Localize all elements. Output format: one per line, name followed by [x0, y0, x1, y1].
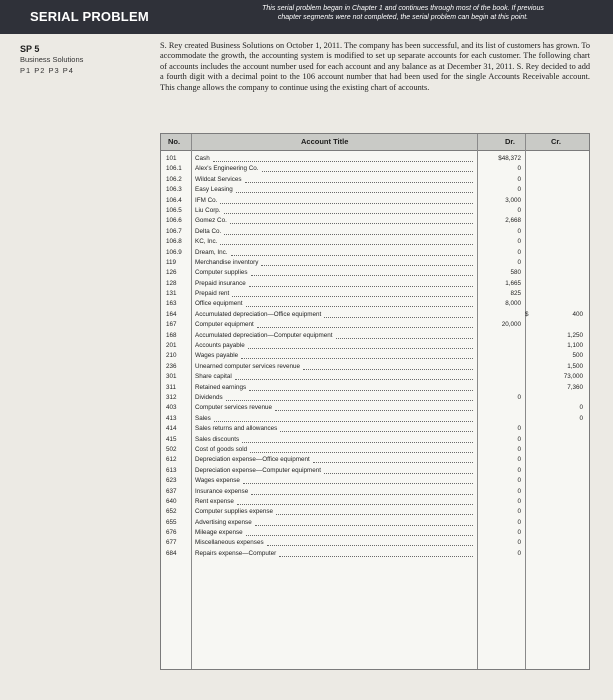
account-number: 677 — [166, 539, 177, 547]
account-number: 106.4 — [166, 196, 182, 204]
table-row — [161, 362, 589, 372]
debit-amount: 3,000 — [505, 196, 521, 204]
debit-amount: 2,668 — [505, 217, 521, 225]
serial-problem-banner — [0, 0, 613, 34]
credit-amount: 7,360 — [567, 383, 583, 391]
chart-of-accounts-table — [160, 133, 590, 670]
account-number: 168 — [166, 331, 177, 339]
debit-amount: 580 — [510, 269, 521, 277]
credit-amount: 0 — [579, 414, 583, 422]
table-row — [161, 466, 589, 476]
account-title: Mileage expense — [195, 529, 243, 537]
currency-symbol: $ — [525, 310, 529, 318]
account-number: 106.8 — [166, 238, 182, 246]
table-row — [161, 549, 589, 559]
account-number: 163 — [166, 300, 177, 308]
account-title: Computer equipment — [195, 321, 254, 329]
debit-amount: 1,665 — [505, 279, 521, 287]
debit-amount: 0 — [517, 539, 521, 547]
debit-amount: 0 — [517, 466, 521, 474]
debit-amount: 0 — [517, 393, 521, 401]
account-number: 655 — [166, 518, 177, 526]
table-row — [161, 237, 589, 247]
banner-note-line-1: This serial problem began in Chapter 1 and continues through most of the book. If previous — [262, 5, 544, 12]
account-title: Sales returns and allowances — [195, 425, 278, 433]
account-number: 167 — [166, 321, 177, 329]
account-number: 106.1 — [166, 165, 182, 173]
account-title: Accumulated depreciation—Computer equipment — [195, 331, 333, 339]
account-title: Dream, Inc. — [195, 248, 228, 256]
debit-amount: 8,000 — [505, 300, 521, 308]
account-title: Wildcat Services — [195, 175, 242, 183]
account-title: Wages expense — [195, 477, 240, 485]
table-row — [161, 487, 589, 497]
table-row — [161, 196, 589, 206]
table-row — [161, 455, 589, 465]
debit-amount: $48,372 — [498, 155, 521, 162]
table-row — [161, 310, 589, 320]
account-title: Gomez Co. — [195, 217, 227, 225]
account-number: 106.9 — [166, 248, 182, 256]
account-number: 415 — [166, 435, 177, 443]
account-title: Office equipment — [195, 300, 243, 308]
account-number: 413 — [166, 414, 177, 422]
account-number: 623 — [166, 477, 177, 485]
problem-id: SP 5 — [20, 44, 40, 54]
table-row — [161, 227, 589, 237]
table-row — [161, 383, 589, 393]
intro-paragraph: S. Rey created Business Solutions on October 1, 2011. The company has been successful, and its list of customers has grown. To accommodate the growth, the accounting system is modified to set up separate accounts for each customer. The following chart of accounts includes the account number used for each account and any balance as at December 31, 2011. S. Rey decided to add a fourth digit with a decimal point to the 106 account number that had been used for the single Accounts Receivable account. This change allows the company to continue using the existing chart of accounts. — [160, 41, 590, 92]
account-number: 403 — [166, 404, 177, 412]
credit-amount: 73,000 — [563, 373, 583, 381]
account-number: 106.3 — [166, 186, 182, 194]
header-account-title: Account Title — [301, 137, 349, 146]
account-title: Liu Corp. — [195, 206, 221, 214]
account-title: Merchandise inventory — [195, 258, 259, 266]
table-row — [161, 414, 589, 424]
account-title: Rent expense — [195, 497, 234, 505]
account-title: Repairs expense—Computer — [195, 549, 277, 557]
account-number: 106.2 — [166, 175, 182, 183]
account-title: Computer services revenue — [195, 404, 272, 412]
problem-name: Business Solutions — [20, 55, 84, 64]
table-row — [161, 497, 589, 507]
account-number: 637 — [166, 487, 177, 495]
account-title: Alex's Engineering Co. — [195, 165, 259, 173]
account-number: 502 — [166, 445, 177, 453]
debit-amount: 0 — [517, 238, 521, 246]
account-title: Depreciation expense—Office equipment — [195, 456, 310, 464]
related-problems: P1 P2 P3 P4 — [20, 66, 74, 75]
header-no: No. — [168, 137, 181, 146]
account-number: 312 — [166, 393, 177, 401]
account-title: Accounts payable — [195, 342, 245, 350]
account-title: Accumulated depreciation—Office equipment — [195, 310, 322, 318]
debit-amount: 0 — [517, 227, 521, 235]
account-number: 613 — [166, 466, 177, 474]
table-row — [161, 268, 589, 278]
account-title: Prepaid rent — [195, 290, 230, 298]
account-title: Sales — [195, 414, 211, 422]
debit-amount: 0 — [517, 477, 521, 485]
credit-amount: 1,250 — [567, 331, 583, 339]
table-row — [161, 445, 589, 455]
table-row — [161, 279, 589, 289]
table-row — [161, 175, 589, 185]
banner-title: SERIAL PROBLEM — [30, 9, 149, 24]
account-number: 684 — [166, 549, 177, 557]
account-number: 131 — [166, 290, 177, 298]
table-row — [161, 424, 589, 434]
debit-amount: 0 — [517, 165, 521, 173]
account-number: 201 — [166, 342, 177, 350]
credit-amount: 1,500 — [567, 362, 583, 370]
debit-amount: 0 — [517, 258, 521, 266]
account-title: Wages payable — [195, 352, 239, 360]
table-row — [161, 528, 589, 538]
table-row — [161, 341, 589, 351]
account-title: Computer supplies — [195, 269, 248, 277]
debit-amount: 0 — [517, 175, 521, 183]
account-title: Prepaid insurance — [195, 279, 246, 287]
table-row — [161, 164, 589, 174]
account-number: 676 — [166, 529, 177, 537]
account-number: 128 — [166, 279, 177, 287]
table-row — [161, 507, 589, 517]
debit-amount: 20,000 — [501, 321, 521, 329]
debit-amount: 0 — [517, 508, 521, 516]
account-title: Depreciation expense—Computer equipment — [195, 466, 322, 474]
table-row — [161, 206, 589, 216]
account-number: 652 — [166, 508, 177, 516]
account-number: 612 — [166, 456, 177, 464]
debit-amount: 0 — [517, 206, 521, 214]
account-title: Cost of goods sold — [195, 445, 248, 453]
banner-note — [196, 4, 610, 22]
credit-amount: 500 — [572, 352, 583, 360]
debit-amount: 0 — [517, 549, 521, 557]
debit-amount: 0 — [517, 445, 521, 453]
header-credit: Cr. — [551, 137, 562, 146]
debit-amount: 0 — [517, 248, 521, 256]
account-number: 236 — [166, 362, 177, 370]
account-number: 106.6 — [166, 217, 182, 225]
account-number: 106.7 — [166, 227, 182, 235]
debit-amount: 0 — [517, 456, 521, 464]
account-number: 164 — [166, 310, 177, 318]
account-title: Advertising expense — [195, 518, 252, 526]
account-title: Unearned computer services revenue — [195, 362, 301, 370]
account-title: Easy Leasing — [195, 186, 233, 194]
table-row — [161, 289, 589, 299]
table-row — [161, 476, 589, 486]
account-title: Retained earnings — [195, 383, 247, 391]
table-row — [161, 154, 589, 164]
table-row — [161, 248, 589, 258]
account-number: 301 — [166, 373, 177, 381]
account-title: IFM Co. — [195, 196, 218, 204]
debit-amount: 825 — [510, 290, 521, 298]
table-row — [161, 258, 589, 268]
debit-amount: 0 — [517, 518, 521, 526]
table-row — [161, 185, 589, 195]
account-title: Computer supplies expense — [195, 508, 274, 516]
account-title: Insurance expense — [195, 487, 249, 495]
account-number: 106.5 — [166, 206, 182, 214]
account-number: 414 — [166, 425, 177, 433]
account-title: Delta Co. — [195, 227, 222, 235]
account-number: 311 — [166, 383, 177, 391]
table-row — [161, 351, 589, 361]
credit-amount: 0 — [579, 404, 583, 412]
debit-amount: 0 — [517, 425, 521, 433]
account-title: KC, Inc. — [195, 238, 218, 246]
table-row — [161, 538, 589, 548]
account-number: 640 — [166, 497, 177, 505]
account-title: Cash — [195, 155, 210, 162]
table-row — [161, 372, 589, 382]
table-row — [161, 435, 589, 445]
table-row — [161, 518, 589, 528]
account-number: 101 — [166, 155, 177, 162]
account-number: 119 — [166, 258, 177, 266]
debit-amount: 0 — [517, 435, 521, 443]
table-body — [161, 154, 589, 559]
account-title: Sales discounts — [195, 435, 240, 443]
account-number: 126 — [166, 269, 177, 277]
account-number: 210 — [166, 352, 177, 360]
debit-amount: 0 — [517, 186, 521, 194]
table-row — [161, 393, 589, 403]
header-debit: Dr. — [505, 137, 516, 146]
debit-amount: 0 — [517, 529, 521, 537]
credit-amount: 400 — [572, 310, 583, 318]
table-row — [161, 403, 589, 413]
table-row — [161, 331, 589, 341]
table-row — [161, 216, 589, 226]
account-title: Share capital — [195, 373, 232, 381]
table-row — [161, 299, 589, 309]
debit-amount: 0 — [517, 497, 521, 505]
banner-note-line-2: chapter segments were not completed, the serial problem can begin at this point. — [277, 14, 529, 21]
account-title: Miscellaneous expenses — [195, 539, 264, 547]
table-row — [161, 320, 589, 330]
account-title: Dividends — [195, 393, 223, 401]
debit-amount: 0 — [517, 487, 521, 495]
credit-amount: 1,100 — [567, 342, 583, 350]
